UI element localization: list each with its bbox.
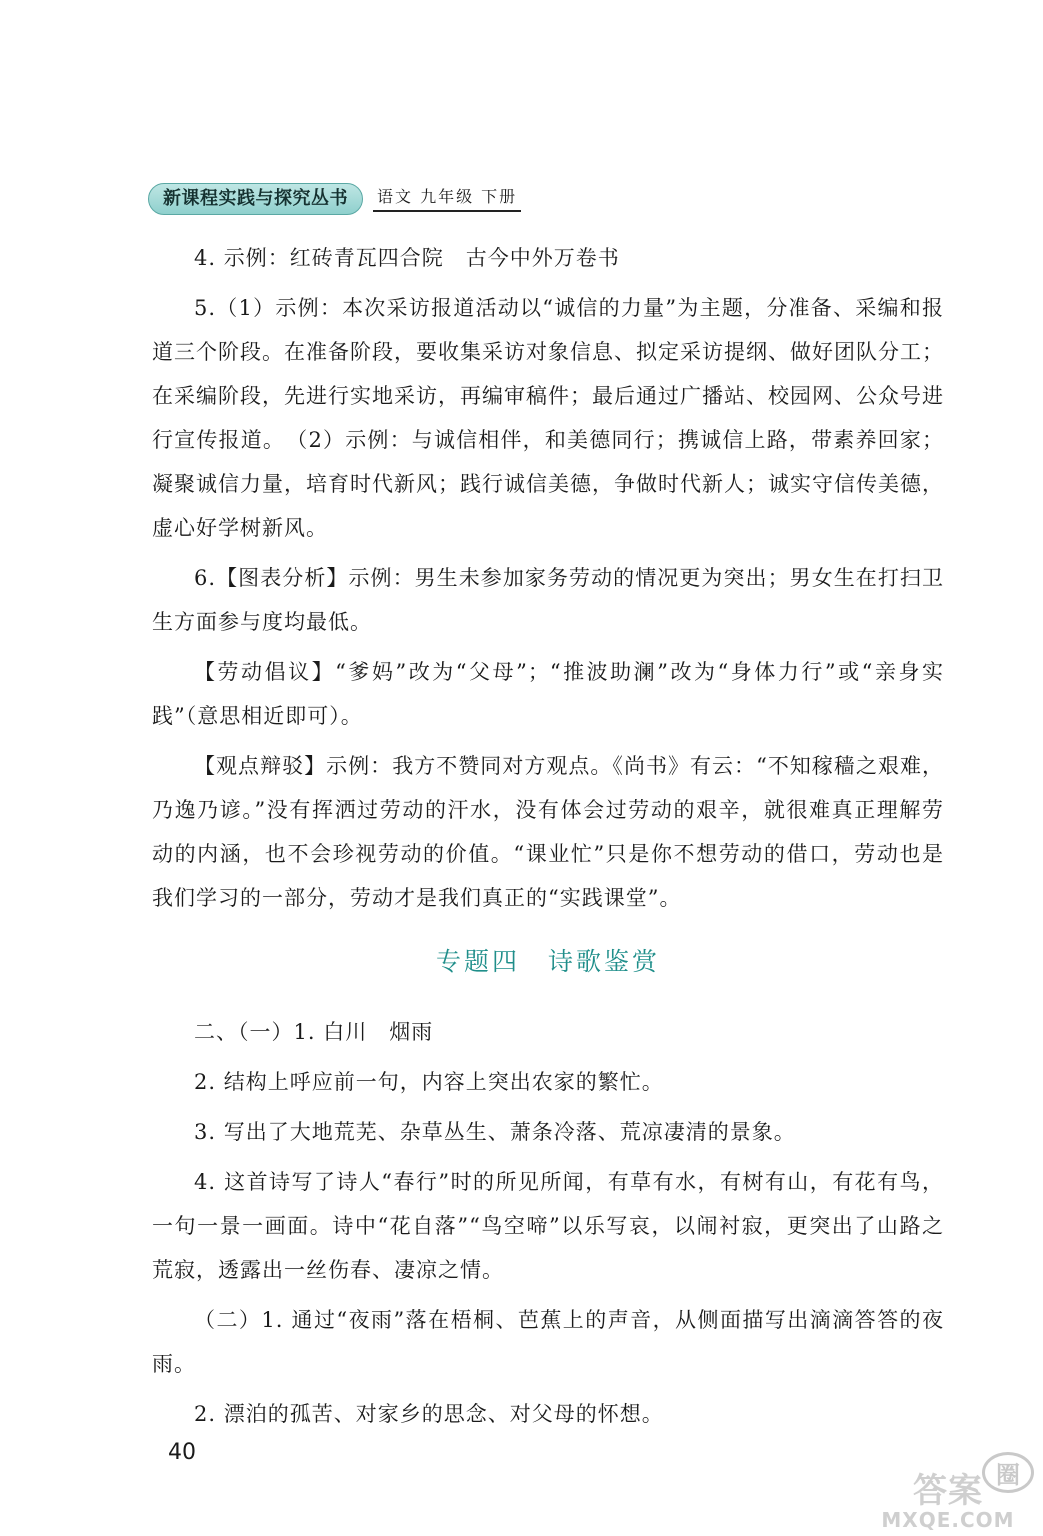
poem-answer-3: 3. 写出了大地荒芜、杂草丛生、萧条冷落、荒凉凄清的景象。 [194,1120,796,1144]
answer-item-5: 5.（1）示例：本次采访报道活动以“诚信的力量”为主题，分准备、采编和报道三个阶段。在准备阶段，要收集采访对象信息、拟定采访提纲、做好团队分工；在采编阶段，先进行实地采访，再编审稿件；最后通过广播站、校园网、公众号进行宣传报道。 （2）示例：与诚信相伴，和美德同行；携诚信上路，带素养回家；凝聚诚信力量，培育时代新风；践行诚信美德，争做时代新人；诚实守信传美德，虚心好学树新风。 [152,296,944,540]
page-header [148,182,521,216]
watermark-url: MXQE.COM [881,1508,1015,1532]
poem-answer-4: 4. 这首诗写了诗人“春行”时的所见所闻，有草有水，有树有山，有花有鸟，一句一景一画面。诗中“花自落”“鸟空啼”以乐写哀，以闹衬寂，更突出了山路之荒寂，透露出一丝伤春、凄凉之情。 [152,1170,944,1282]
answer-content [152,236,944,1442]
book-subtitle: 语文 九年级 下册 [373,186,521,212]
watermark-text: 答案 [913,1471,983,1511]
section-title: 专题四 诗歌鉴赏 [435,947,660,976]
answer-item-6-rebuttal: 【观点辩驳】示例：我方不赞同对方观点。《尚书》有云：“不知稼穑之艰难，乃逸乃谚。”没有挥洒过劳动的汗水，没有体会过劳动的艰辛，就很难真正理解劳动的内涵，也不会珍视劳动的价值。“课业忙”只是你不想劳动的借口，劳动也是我们学习的一部分，劳动才是我们真正的“实践课堂”。 [152,754,944,910]
page-number: 40 [168,1440,196,1465]
series-title-badge: 新课程实践与探究丛书 [148,183,363,215]
watermark-logo [858,1452,1038,1532]
answer-item-4: 4. 示例：红砖青瓦四合院 古今中外万卷书 [194,246,620,270]
poem-answer-2: 2. 结构上呼应前一句，内容上突出农家的繁忙。 [194,1070,664,1094]
poem-answer-1: 二、（一）1. 白川 烟雨 [194,1020,434,1044]
poem-answer-b2: 2. 漂泊的孤苦、对家乡的思念、对父母的怀想。 [194,1402,664,1426]
answer-item-6-chart-analysis: 6.【图表分析】示例：男生未参加家务劳动的情况更为突出；男女生在打扫卫生方面参与度均最低。 [152,566,944,634]
watermark-badge-icon: 圈 [982,1452,1034,1493]
poem-answer-b1: （二）1. 通过“夜雨”落在梧桐、芭蕉上的声音，从侧面描写出滴滴答答的夜雨。 [152,1308,944,1376]
answer-item-6-labor-proposal: 【劳动倡议】“爹妈”改为“父母”；“推波助澜”改为“身体力行”或“亲身实践”（意思相近即可）。 [152,660,944,728]
